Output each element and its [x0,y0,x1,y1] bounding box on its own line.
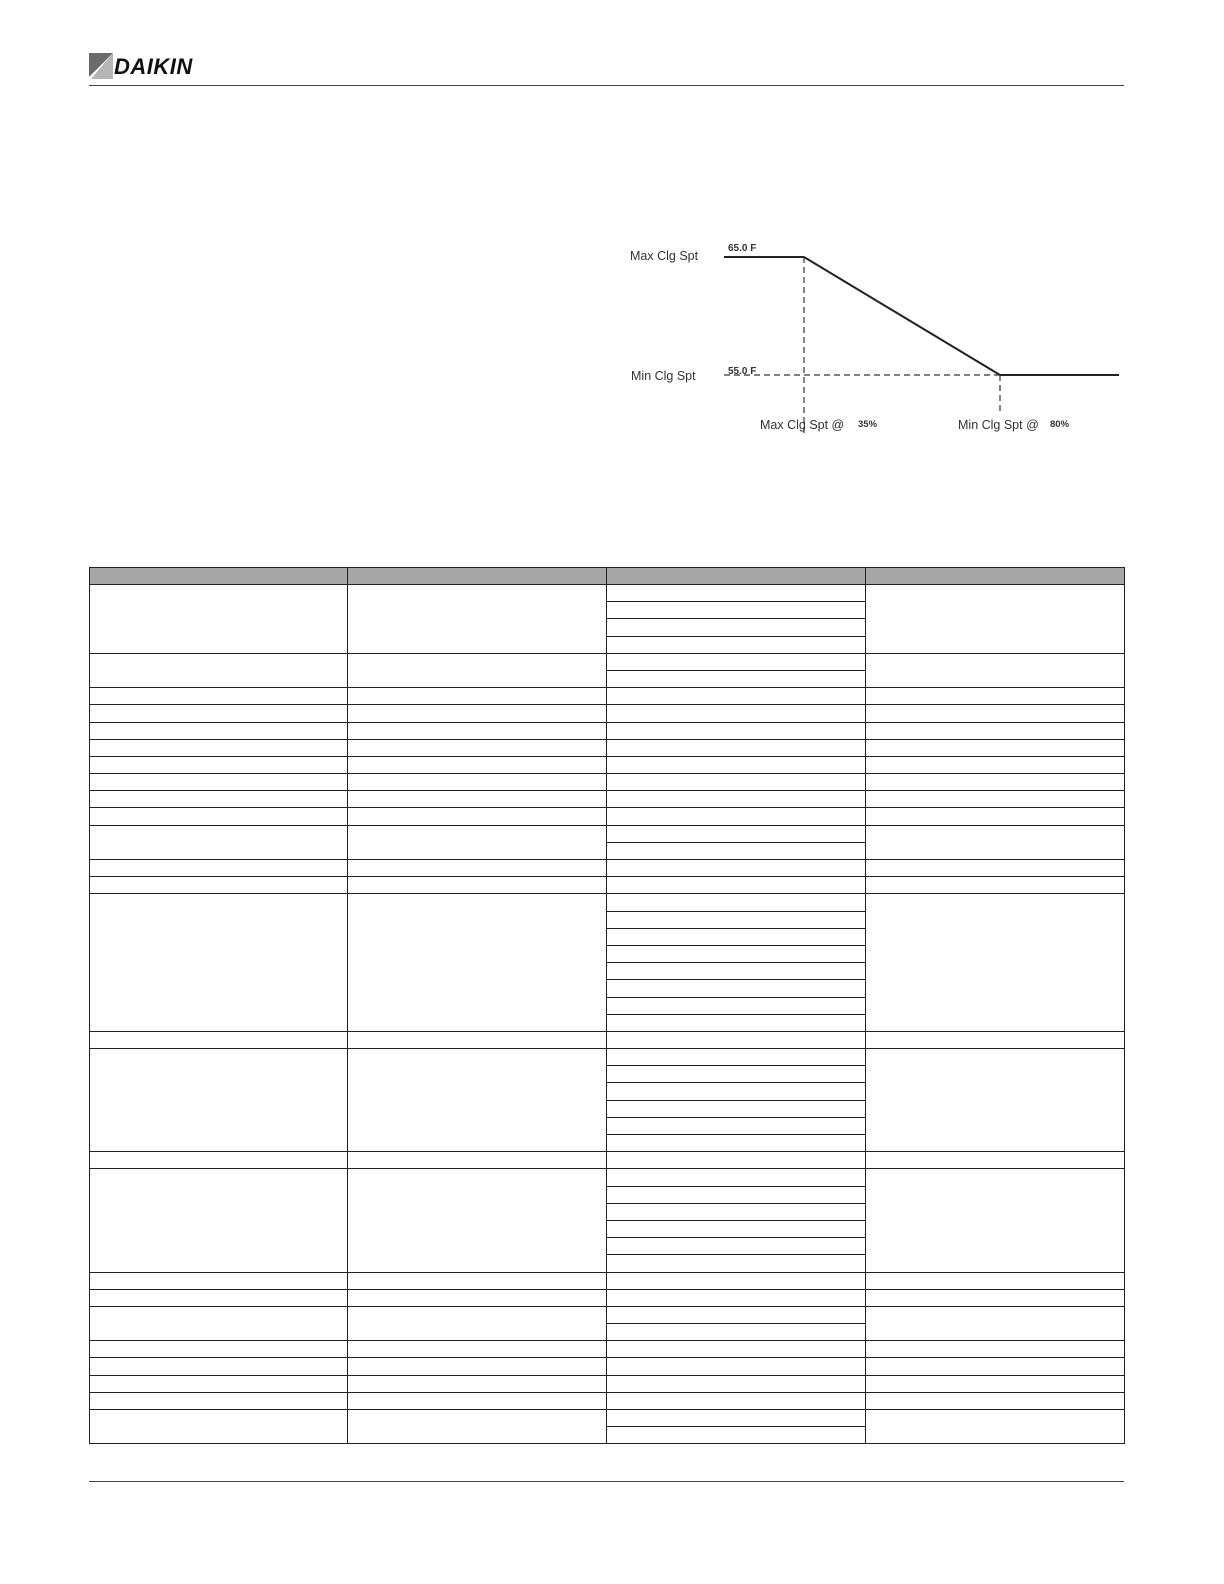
max-setpoint-at-label: Max Clg Spt @ [760,418,845,432]
table-cell [866,877,1125,894]
table-cell [348,1169,607,1272]
table-row [90,1289,1125,1306]
min-setpoint-at-label: Min Clg Spt @ [958,418,1039,432]
table-cell [866,1341,1125,1358]
min-setpoint-at-value: 80% [1050,419,1070,430]
table-cell [607,1049,866,1066]
table-cell [607,860,866,877]
table-cell [348,808,607,825]
header-cell [348,568,607,585]
table-cell [90,653,348,687]
table-cell [607,1014,866,1031]
header-cell [607,568,866,585]
table-cell [348,1392,607,1409]
table-cell [607,1186,866,1203]
table-row [90,1341,1125,1358]
table-cell [607,602,866,619]
table-cell [90,705,348,722]
table-cell [607,877,866,894]
table-row [90,791,1125,808]
table-row [90,756,1125,773]
table-row [90,585,1125,602]
table-cell [607,688,866,705]
max-setpoint-at-value: 35% [858,419,878,430]
table-cell [90,1289,348,1306]
table-cell [607,945,866,962]
table-cell [607,997,866,1014]
table-cell [90,585,348,654]
table-row [90,808,1125,825]
table-cell [348,1358,607,1375]
table-cell [90,1306,348,1340]
table-cell [90,1375,348,1392]
table-cell [348,894,607,1032]
table-cell [348,791,607,808]
page-header [89,50,1124,86]
table-cell [607,585,866,602]
table-cell [866,756,1125,773]
table-cell [607,774,866,791]
table-cell [90,825,348,859]
table-cell [866,1272,1125,1289]
table-cell [607,739,866,756]
footer-divider [89,1481,1124,1482]
table-cell [90,756,348,773]
table-cell [348,653,607,687]
table-row [90,1375,1125,1392]
table-cell [866,1410,1125,1444]
table-cell [607,980,866,997]
table-cell [90,1169,348,1272]
table-cell [866,1392,1125,1409]
table-cell [866,1031,1125,1048]
table-row [90,774,1125,791]
table-cell [607,1324,866,1341]
table-cell [348,825,607,859]
table-cell [607,1375,866,1392]
table-cell [866,1358,1125,1375]
table-row [90,722,1125,739]
table-row [90,894,1125,911]
table-cell [90,739,348,756]
table-cell [607,1427,866,1444]
table-row [90,653,1125,670]
table-cell [90,808,348,825]
table-cell [607,653,866,670]
table-cell [866,1049,1125,1152]
table-cell [90,791,348,808]
table-cell [607,756,866,773]
table-row [90,1031,1125,1048]
table-cell [607,1238,866,1255]
table-cell [607,1169,866,1186]
table-cell [348,774,607,791]
table-cell [607,911,866,928]
table-cell [866,860,1125,877]
table-cell [607,1083,866,1100]
table-cell [90,877,348,894]
table-cell [866,1306,1125,1340]
table-cell [607,963,866,980]
table-cell [348,1152,607,1169]
table-cell [90,1341,348,1358]
table-cell [866,653,1125,687]
table-cell [348,1306,607,1340]
table-cell [607,1306,866,1323]
table-cell [607,1031,866,1048]
table-cell [866,774,1125,791]
table-cell [607,1117,866,1134]
table-row [90,825,1125,842]
table-cell [607,1255,866,1272]
table-cell [866,1169,1125,1272]
table-cell [348,1272,607,1289]
table-cell [607,1100,866,1117]
table-row [90,1049,1125,1066]
table-cell [607,1152,866,1169]
table-cell [348,1375,607,1392]
table-cell [607,1392,866,1409]
table-cell [607,1220,866,1237]
table-row [90,1410,1125,1427]
daikin-logo-icon [89,53,113,79]
table-cell [90,860,348,877]
table-cell [607,722,866,739]
table-cell [348,756,607,773]
table-cell [90,774,348,791]
min-setpoint-value: 55.0 F [728,366,757,377]
header-cell [90,568,348,585]
table-row [90,1272,1125,1289]
table-cell [90,1152,348,1169]
min-cooling-setpoint-label: Min Clg Spt [631,369,696,383]
table-cell [90,894,348,1032]
header-divider [89,85,1124,86]
table-cell [348,1410,607,1444]
table-cell [90,1410,348,1444]
table-row [90,705,1125,722]
table-cell [348,688,607,705]
table-cell [607,1341,866,1358]
table-cell [607,1203,866,1220]
table-cell [866,722,1125,739]
table-cell [607,808,866,825]
table-cell [348,1031,607,1048]
table-cell [90,1049,348,1152]
table-cell [607,705,866,722]
table-cell [348,1341,607,1358]
table-cell [607,791,866,808]
table-cell [348,585,607,654]
table-cell [348,739,607,756]
table-cell [866,688,1125,705]
table-cell [90,1272,348,1289]
table-cell [866,1289,1125,1306]
setpoint-graph [600,220,1130,460]
table-cell [90,688,348,705]
table-cell [607,1410,866,1427]
max-cooling-setpoint-label: Max Clg Spt [630,249,699,263]
table-cell [607,825,866,842]
table-cell [607,1358,866,1375]
table-row [90,688,1125,705]
table-cell [866,705,1125,722]
table-cell [607,636,866,653]
table-cell [607,1272,866,1289]
table-row [90,877,1125,894]
table-cell [90,722,348,739]
table-cell [607,1135,866,1152]
parameter-table [89,567,1125,1444]
table-cell [607,928,866,945]
table-row [90,1392,1125,1409]
header-cell [866,568,1125,585]
table-cell [607,894,866,911]
table-cell [607,1289,866,1306]
table-row [90,739,1125,756]
table-cell [607,619,866,636]
table-cell [607,1066,866,1083]
table-cell [866,808,1125,825]
table-cell [866,585,1125,654]
table-row [90,1306,1125,1323]
table-row [90,860,1125,877]
table-cell [866,1152,1125,1169]
brand-logo [89,53,229,79]
table-cell [348,1289,607,1306]
table-cell [348,860,607,877]
table-body [90,585,1125,1444]
table-cell [348,877,607,894]
table-cell [866,739,1125,756]
table-cell [866,791,1125,808]
max-setpoint-value: 65.0 F [728,243,757,254]
reset-slope-line [804,257,1000,375]
table-cell [90,1392,348,1409]
table-cell [866,894,1125,1032]
table-cell [607,670,866,687]
brand-name: DAIKIN [114,54,193,79]
table-header-row [90,568,1125,585]
table-cell [607,842,866,859]
table-row [90,1358,1125,1375]
table-row [90,1169,1125,1186]
table-cell [866,825,1125,859]
table-cell [348,705,607,722]
table-cell [348,722,607,739]
table-cell [866,1375,1125,1392]
table-cell [90,1358,348,1375]
table-cell [348,1049,607,1152]
table-cell [90,1031,348,1048]
table-row [90,1152,1125,1169]
